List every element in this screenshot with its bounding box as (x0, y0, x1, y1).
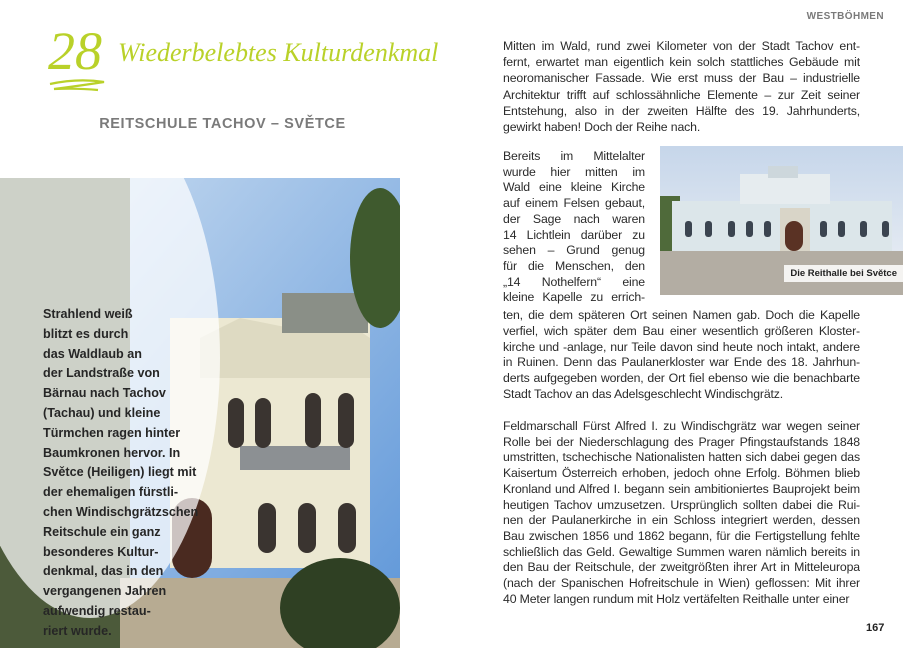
text-line: umstritten, tschechische Nationalisten hatten sich dabei gegen das (503, 450, 860, 465)
text-line: derts aufgegeben worden, der Ort fiel ebenso wie die benachbarte (503, 371, 860, 386)
text-line: kleine Kapelle zu errich- (503, 290, 645, 305)
text-line: Mitten im Wald, rund zwei Kilometer von der Stadt Tachov ent- (503, 39, 860, 53)
text-line: „14 Nothelfern“ eine (503, 274, 645, 289)
intro-line: denkmal, das in den (43, 564, 164, 579)
chapter-number: 28 (48, 21, 102, 81)
swirl-underline-icon (48, 78, 108, 94)
text-line: Stadt Tachov an das Adelsgeschlecht Windischgrätz. (503, 386, 784, 401)
intro-line: (Tachau) und kleine (43, 405, 161, 420)
text-line: in Ruinen. Denn das Paulanerkloster war Ende des 18. Jahrhun- (503, 355, 860, 370)
intro-line: Strahlend weiß (43, 307, 133, 321)
text-line: der Sage nach waren (503, 211, 645, 226)
intro-line: aufwendig restau- (43, 603, 151, 618)
text-line: 40 Meter langen rundum mit Holz vertäfelten Reithalle unter einer (503, 591, 850, 606)
intro-line: der ehemaligen fürstli- (43, 485, 179, 500)
intro-line: der Landstraße von (43, 366, 160, 381)
paragraph-1 (503, 38, 860, 135)
intro-line: Baumkronen hervor. In (43, 445, 181, 460)
text-line: heutigen Tachov umzusetzen. Ursprünglich sollten dabei die Rui- (503, 497, 860, 512)
reithalle-photo (660, 146, 903, 295)
text-line: Kronland und Alfred I. begann sein ambitioniertes Bauprojekt beim (503, 481, 860, 496)
intro-line: blitzt es durch (43, 326, 129, 341)
intro-line: Světce (Heiligen) liegt mit (43, 465, 197, 480)
photo-caption: Die Reithalle bei Světce (784, 265, 903, 282)
text-line: Bereits im Mittelalter (503, 149, 645, 163)
text-line: Wald eine kleine Kirche (503, 180, 645, 195)
intro-line: vergangenen Jahren (43, 584, 167, 599)
intro-line: Bärnau nach Tachov (43, 386, 166, 401)
paragraph-2-narrow (503, 149, 645, 306)
intro-line: besonderes Kultur- (43, 544, 159, 559)
text-line: (nach der Spanischen Hofreitschule in Wien) geflossen: Mit ihrer (503, 576, 860, 591)
text-line: schließlich das Geld. Gewaltige Summen waren nämlich bereits in (503, 544, 860, 559)
text-line: Entstehung, also in der zweiten Hälfte des 19. Jahrhunderts, (503, 103, 860, 118)
paragraph-2 (503, 308, 860, 403)
intro-line: chen Windischgrätzschen (43, 504, 199, 519)
text-line: kirche und -anlage, nur Teile davon sind heute noch intakt, andere (503, 339, 860, 354)
text-line: Kaisertum Österreich erhoben, jedoch ohne Erfolg. Böhmen blieb (503, 466, 860, 481)
text-line: den Bau der Reitschule, der zweitgrößten ihrer Art in Mitteleuropa (503, 560, 860, 575)
page-number: 167 (866, 622, 885, 634)
text-line: auf einem Felsen gebaut, (503, 196, 645, 211)
text-line: fernt, erwartet man eigentlich kein solch stattliches Gebäude mit (503, 55, 860, 70)
intro-line: Reitschule ein ganz (43, 524, 161, 539)
text-line: verfiel, wich später dem Bau einer wesentlich größeren Kloster- (503, 323, 860, 338)
text-line: 14 Lichtlein darüber zu (503, 227, 645, 242)
text-line: Bau zwischen 1856 und 1862 begann, für die Fertigstellung fehlte (503, 528, 860, 543)
text-line: Feldmarschall Fürst Alfred I. zu Windischgrätz war wegen seiner (503, 419, 860, 433)
text-line: sehen – Grund genug (503, 243, 645, 258)
text-line: gewirkt haben! Doch der Reihe nach. (503, 120, 701, 135)
intro-line: Türmchen ragen hinter (43, 425, 181, 440)
running-head: WESTBÖHMEN (806, 11, 884, 22)
chapter-subtitle: REITSCHULE TACHOV – SVĚTCE (99, 116, 346, 132)
intro-text (43, 305, 198, 642)
text-line: für die Menschen, den (503, 258, 645, 273)
intro-line: riert wurde. (43, 623, 112, 638)
text-line: nen der Paulanerkirche in ein Schloss integriert werden, dessen (503, 513, 860, 528)
paragraph-3 (503, 419, 860, 607)
text-line: ten, die dem späteren Ort seinen Namen gab. Doch die Kapelle (503, 308, 860, 322)
text-line: Rolle bei der Niederschlagung des Prager Pfingstaufstands 1848 (503, 434, 860, 449)
text-line: Architektur trifft auf schlossähnliche Elemente – zur Zeit seiner (503, 87, 860, 102)
chapter-title: Wiederbelebtes Kulturdenkmal (118, 38, 439, 67)
text-line: neoromanischer Fassade. Wie erst muss der Bau – industrielle (503, 71, 860, 86)
intro-line: das Waldlaub an (43, 346, 142, 361)
text-line: wurde hier mitten im (503, 164, 645, 179)
